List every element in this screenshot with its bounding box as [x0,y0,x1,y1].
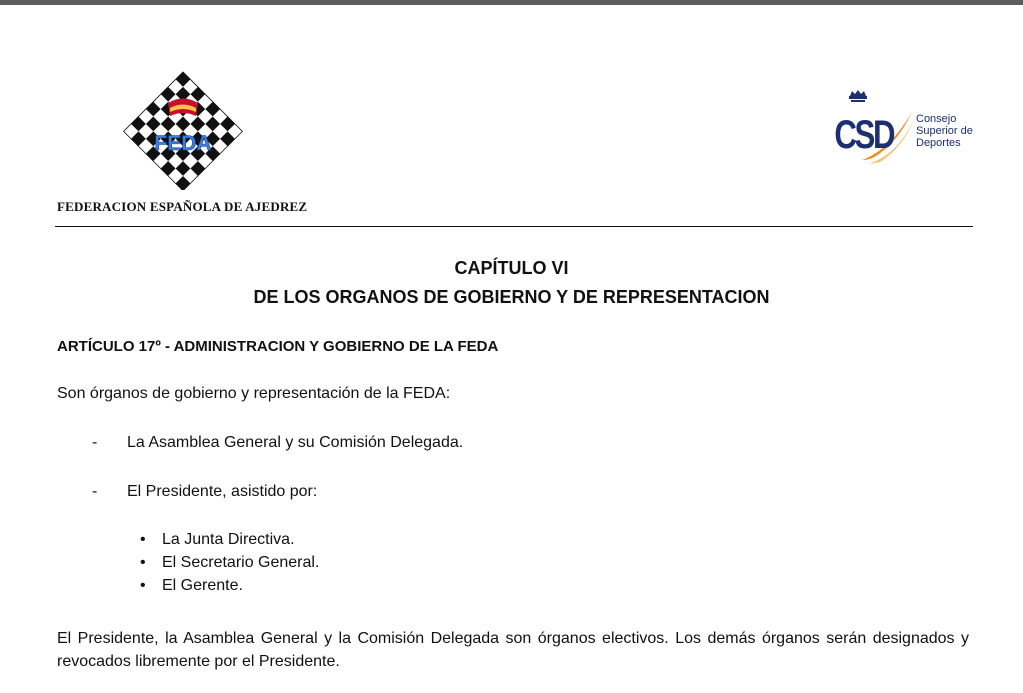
bullet-icon: • [140,531,146,548]
bullet-item-text: El Gerente. [162,577,243,594]
bullet-item [140,577,243,595]
csd-crest-icon [832,90,982,180]
article-heading: ARTÍCULO 17º - ADMINISTRACION Y GOBIERNO DE LA FEDA [57,338,499,355]
intro-paragraph: Son órganos de gobierno y representación de la FEDA: [57,385,451,402]
closing-paragraph: El Presidente, la Asamblea General y la Comisión Delegada son órganos electivos. Los demás órganos serán designados y revocados libremente por el Presidente. [57,630,969,670]
list-item-text: La Asamblea General y su Comisión Delegada. [127,434,464,451]
bullet-item [140,554,319,572]
list-item [92,434,463,452]
top-bar [0,0,1023,5]
chapter-number: CAPÍTULO VI [454,258,569,278]
bullet-item-text: El Secretario General. [162,554,320,571]
csd-line2: Superior de [916,125,973,137]
list-item-text: El Presidente, asistido por: [127,483,318,500]
bullet-icon: • [140,577,146,594]
list-item [92,483,317,501]
chapter-title: DE LOS ORGANOS DE GOBIERNO Y DE REPRESENTACION [253,287,770,307]
header-divider [55,226,973,227]
feda-logo-text: FEDA [154,132,212,155]
chessboard-diamond-icon [122,70,244,190]
bullet-item-text: La Junta Directiva. [162,531,295,548]
csd-abbrev: CSD [834,112,894,157]
dash-marker: - [92,483,98,500]
bullet-item [140,531,295,549]
csd-line3: Deportes [916,137,961,149]
csd-line1: Consejo [916,113,957,125]
csd-logo [832,90,982,180]
bullet-icon: • [140,554,146,571]
feda-logo [122,70,244,190]
dash-marker: - [92,434,98,451]
org-name: FEDERACION ESPAÑOLA DE AJEDREZ [57,199,308,214]
